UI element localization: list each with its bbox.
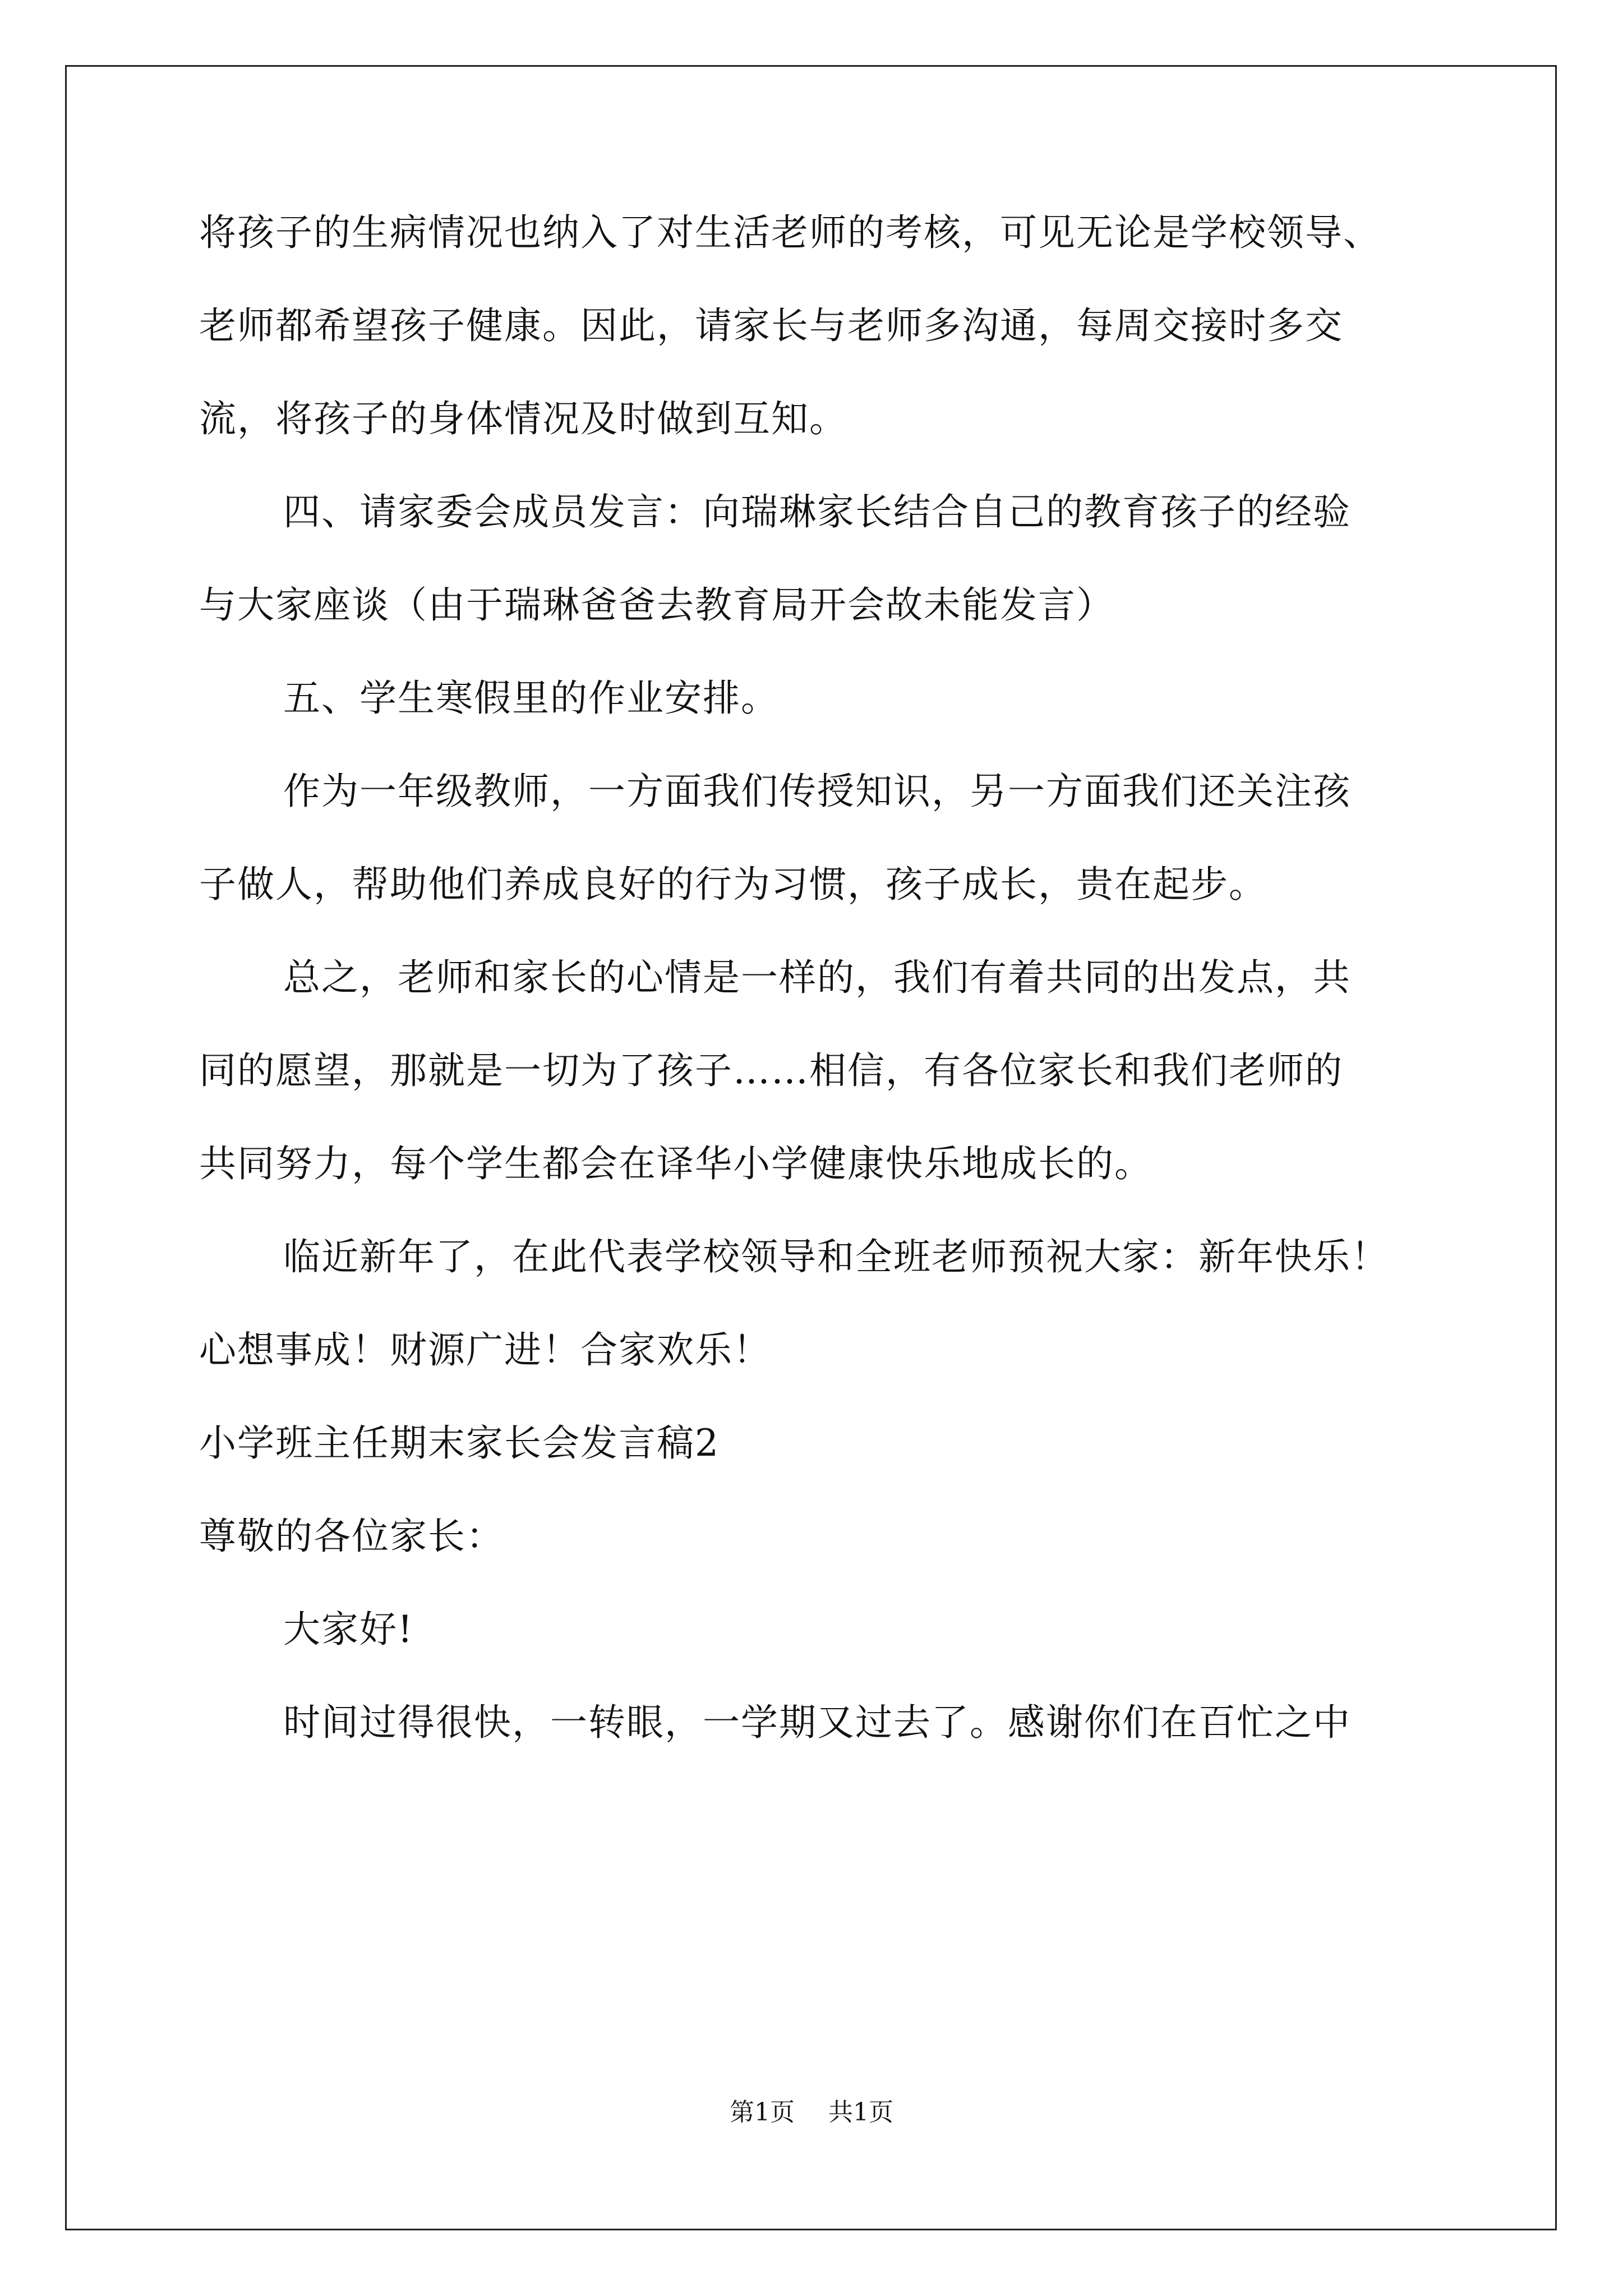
- text-line: 共同努力，每个学生都会在译华小学健康快乐地成长的。: [199, 1142, 1152, 1185]
- greeting: 大家好!: [283, 1608, 414, 1651]
- text-line: 心想事成！财源广进！合家欢乐！: [199, 1328, 771, 1372]
- salutation: 尊敬的各位家长：: [199, 1515, 504, 1558]
- document-body: [199, 210, 1455, 1793]
- text-line: 老师都希望孩子健康。因此，请家长与老师多沟通，每周交接时多交: [199, 304, 1343, 347]
- page-number-current: 第1页: [730, 2098, 795, 2127]
- text-line: 同的愿望，那就是一切为了孩子……相信，有各位家长和我们老师的: [199, 1049, 1343, 1092]
- page-footer: [0, 2097, 1623, 2128]
- text-line: 五、学生寒假里的作业安排。: [283, 677, 779, 720]
- section-title: 小学班主任期末家长会发言稿2: [199, 1421, 720, 1465]
- text-line: 流，将孩子的身体情况及时做到互知。: [199, 397, 847, 440]
- text-line: 将孩子的生病情况也纳入了对生活老师的考核，可见无论是学校领导、: [199, 211, 1381, 254]
- text-line: 与大家座谈（由于瑞琳爸爸去教育局开会故未能发言）: [199, 583, 1114, 627]
- text-line: 总之，老师和家长的心情是一样的，我们有着共同的出发点，共: [283, 956, 1351, 999]
- page-number-total: 共1页: [828, 2098, 893, 2127]
- text-line: 临近新年了，在此代表学校领导和全班老师预祝大家：新年快乐！: [283, 1235, 1389, 1278]
- text-line: 四、请家委会成员发言：向瑞琳家长结合自己的教育孩子的经验: [283, 490, 1351, 533]
- text-line: 子做人，帮助他们养成良好的行为习惯，孩子成长，贵在起步。: [199, 863, 1267, 906]
- text-line: 时间过得很快，一转眼，一学期又过去了。感谢你们在百忙之中: [283, 1701, 1351, 1744]
- text-line: 作为一年级教师，一方面我们传授知识，另一方面我们还关注孩: [283, 770, 1351, 813]
